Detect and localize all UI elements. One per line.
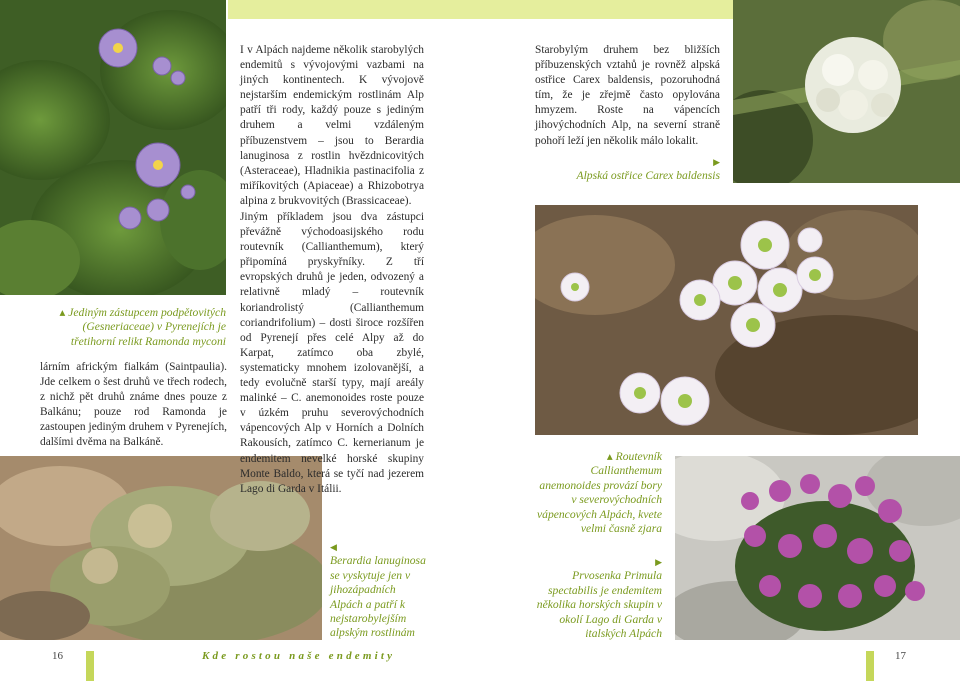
caret-left-icon: ◀ — [330, 542, 337, 552]
photo-primula-spectabilis — [675, 456, 960, 640]
caret-up-icon: ▴ — [606, 450, 616, 463]
footer-bar-right — [866, 651, 874, 681]
footer-bar-left — [86, 651, 94, 681]
caret-up-icon: ▴ — [59, 306, 69, 319]
caption-berardia-text: Berardia lanuginosa se vyskytuje jen v jihozápadních Alpách a patří k nejstarobylejším alpským rostlinám — [330, 554, 426, 640]
caption-primula-text: Prvosenka Primula spectabilis je endemitem několika horských skupin v okolí Lago di Garda v italských Alpách — [536, 569, 662, 641]
photo-carex-baldensis — [733, 0, 960, 183]
caption-callianthemum-text: Routevník Callianthemum anemonoides provází bory v severovýchodních vápencových Alpách, kvete velmi časně zjara — [537, 450, 662, 536]
caret-right-icon: ▶ — [713, 157, 720, 167]
page-number-right: 17 — [895, 650, 906, 662]
caption-ramonda — [40, 306, 226, 349]
body-text-middle-1: I v Alpách najdeme několik starobylých endemitů s vývojovými vazbami na jiných kontinentech. K vývojově nejstarším endemickým rostlinám Alp patří tři rody, každý pouze s jediným druhem a velmi vzdáleným příbuzenstvem – jsou to Berardia lanuginosa z rostlin hvězdnicovitých (Asteraceae), Hladnikia pastinacifolia z miříkovitých (Apiaceae) a Rhizobotrya alpina z brukvovitých (Brassicaceae). — [240, 44, 424, 207]
body-text-right: Starobylým druhem bez bližších příbuzenských vztahů je rovněž alpská ostřice Carex baldensis, pozoruhodná tím, že je zřejmě často opylována hmyzem. Roste na vápencích jihovýchodních Alp, na severní straně pohoří leží jen několik málo lokalit. — [535, 44, 720, 147]
top-band — [228, 0, 733, 19]
page-number-left: 16 — [52, 650, 63, 662]
caption-ramonda-text: Jediným zástupcem podpětovitých (Gesneriaceae) v Pyrenejích je třetihorní relikt Ramonda myconi — [68, 306, 226, 348]
caption-carex-text: Alpská ostřice Carex baldensis — [576, 169, 720, 183]
body-text-left: lárním africkým fialkám (Saintpaulia). Jde celkem o šest druhů ve třech rodech, z nichž pět druhů známe dnes pouze z Balkánu; pouze rod Ramonda je zastoupen jediným druhem v Pyrenejích, dalšími dvěma na Balkáně. — [40, 361, 227, 449]
running-title: Kde rostou naše endemity — [202, 650, 396, 662]
caption-primula — [535, 555, 662, 641]
caption-carex — [560, 155, 720, 184]
body-text-middle-2: Jiným příkladem jsou dva zástupci převážně východoasijského rodu routevník (Callianthemum), který připomíná pryskyřníky. Z tří evropských druhů je jeden, odvozený a relativně mladý – routevník koriandrolistý (Callianthemum coriandrifolium) – dosti široce rozšířen od Pyrenejí přes celé Alpy až do Karpat, zatímco oba zbylé, systematicky mnohem izolovanější, a tedy evolučně starší typy, mají areály malinké – C. anemonoides roste pouze v úzkém pruhu severovýchodních vápencových Alp v Horních a Dolních Rakousích, zatímco C. kernerianum je endemitem nevelké horské skupiny Monte Baldo, která se tyčí nad jezerem Lago di Garda v Itálii. — [240, 211, 424, 495]
caption-berardia — [330, 540, 430, 641]
caption-callianthemum — [535, 450, 662, 536]
caret-right-icon: ▶ — [655, 557, 662, 567]
photo-callianthemum-anemonoides — [535, 205, 918, 435]
photo-ramonda-myconi — [0, 0, 226, 295]
